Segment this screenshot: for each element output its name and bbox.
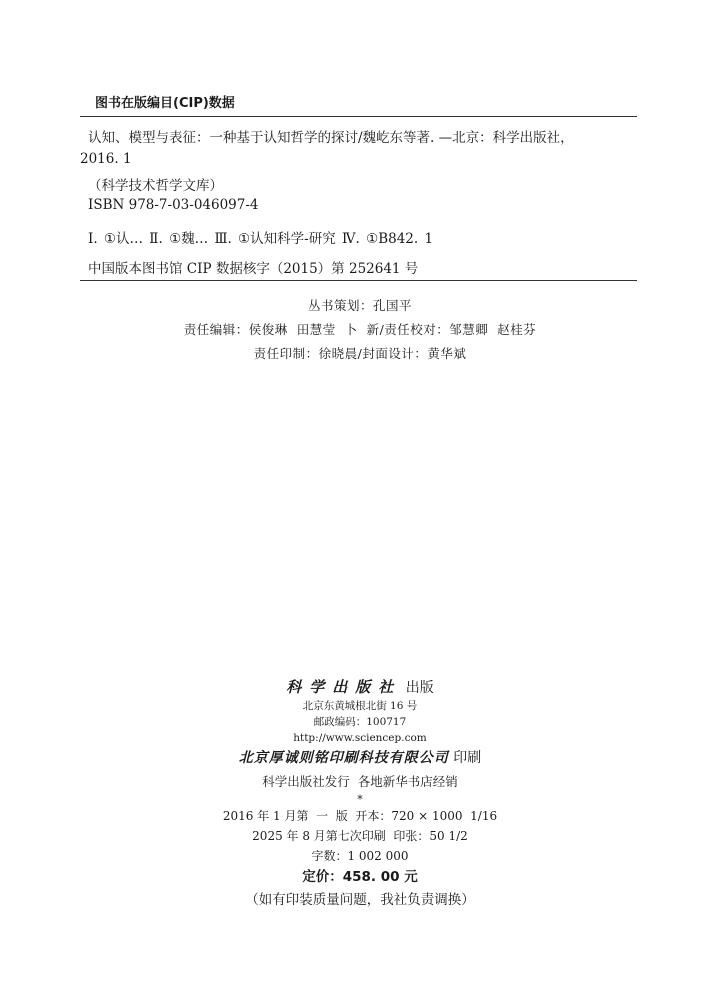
printer-name: 北京厚诚则铭印刷科技有限公司 (238, 750, 449, 766)
cip-isbn: ISBN 978-7-03-046097-4 (88, 197, 259, 213)
credits-block (0, 294, 720, 366)
credit-production: 责任印制：徐晓晨/封面设计：黄华斌 (253, 346, 467, 361)
distribution-line: 科学出版社发行 各地新华书店经销 (262, 774, 458, 789)
publisher-suffix: 出版 (405, 680, 434, 696)
publisher-name: 科学出版社 (286, 678, 402, 696)
price: 定价：458. 00 元 (302, 869, 418, 885)
publisher-postcode: 邮政编码：100717 (313, 716, 407, 728)
credit-series-planner: 丛书策划：孔国平 (307, 298, 412, 313)
cip-title-line: 认知、模型与表征：一种基于认知哲学的探讨/魏屹东等著. —北京：科学出版社， (88, 130, 574, 146)
imprint-block (0, 676, 720, 912)
cip-title-line-continued: 2016. 1 (80, 151, 132, 167)
edition-info: 2016 年 1 月第 一 版 开本：720 × 1000 1/16 (222, 809, 498, 823)
publisher-address: 北京东黄城根北街 16 号 (302, 700, 418, 712)
separator-star: * (357, 793, 363, 806)
cip-header: 图书在版编目(CIP)数据 (95, 96, 235, 111)
publisher-line (0, 676, 720, 698)
cip-top-rule (80, 116, 637, 117)
cip-record-number: 中国版本图书馆 CIP 数据核字（2015）第 252641 号 (88, 261, 419, 277)
cip-series: （科学技术哲学文库） (88, 178, 223, 194)
cip-bottom-rule (80, 280, 637, 281)
printing-info: 2025 年 8 月第七次印刷 印张：50 1/2 (252, 829, 468, 843)
quality-notice: （如有印装质量问题，我社负责调换） (245, 892, 475, 908)
printer-line (0, 746, 720, 770)
cip-classification: Ⅰ. ①认… Ⅱ. ①魏… Ⅲ. ①认知科学-研究 Ⅳ. ①B842. 1 (88, 231, 434, 247)
printer-suffix: 印刷 (453, 750, 482, 766)
word-count: 字数：1 002 000 (311, 849, 409, 863)
publisher-website: http://www.sciencep.com (293, 732, 427, 744)
credit-editors: 责任编辑：侯俊琳 田慧莹 卜 新/责任校对：邹慧卿 赵桂芬 (183, 322, 537, 337)
